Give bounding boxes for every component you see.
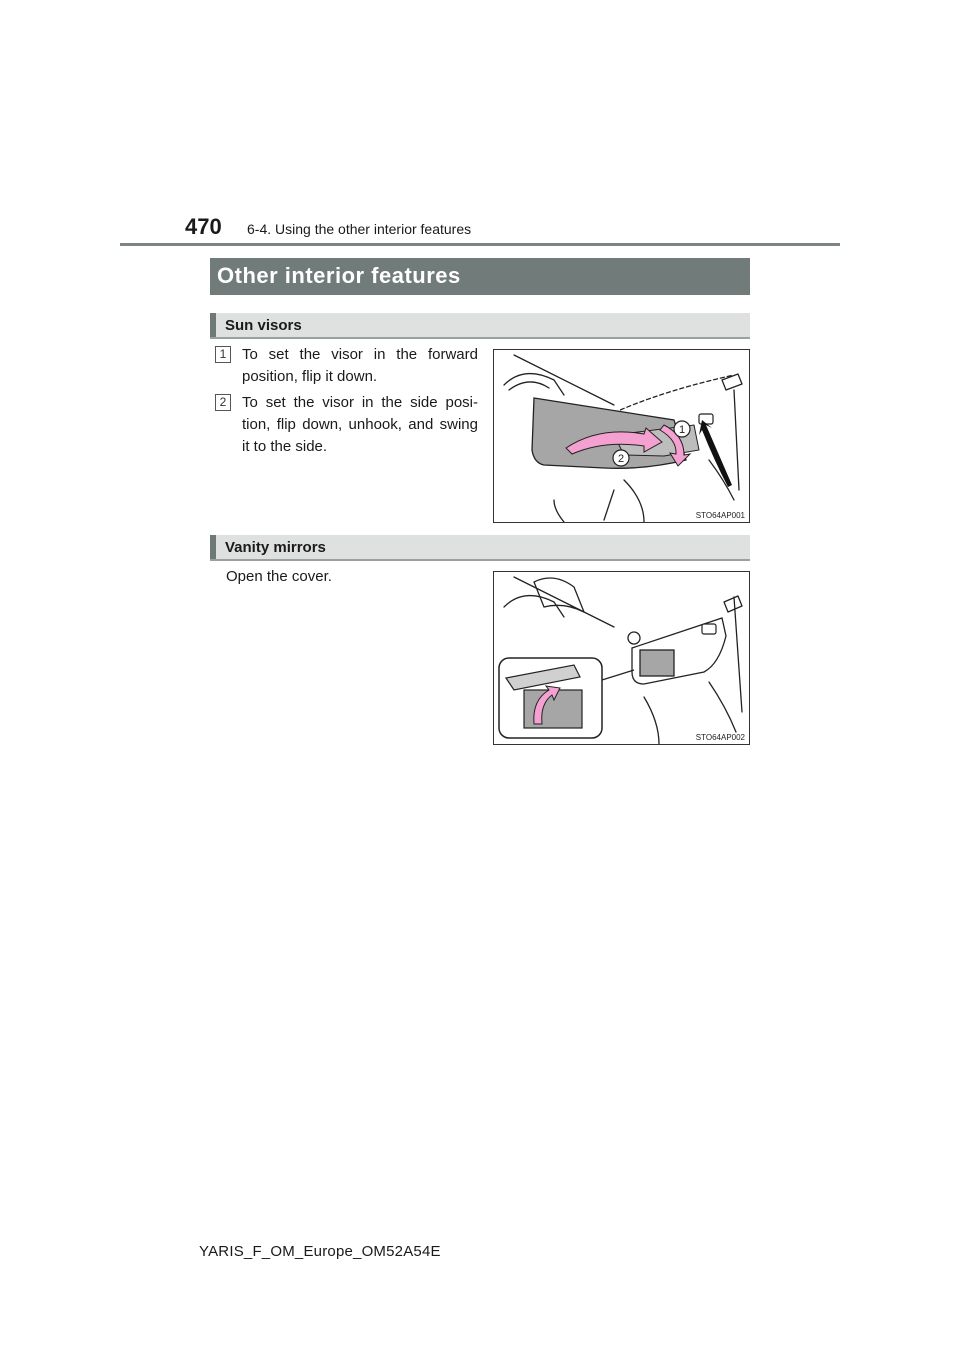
- vanity-mirrors-heading-label: Vanity mirrors: [225, 539, 326, 556]
- footer-doc-id: YARIS_F_OM_Europe_OM52A54E: [199, 1243, 441, 1260]
- vanity-mirrors-text: Open the cover.: [226, 568, 332, 585]
- vanity-mirror-illustration: [494, 572, 750, 745]
- vanity-mirrors-heading: [210, 535, 750, 561]
- heading-marker: [210, 535, 216, 559]
- step-number-1: 1: [215, 346, 231, 363]
- step-number-2: 2: [215, 394, 231, 411]
- sun-visors-heading-label: Sun visors: [225, 317, 302, 334]
- page-title: Other interior features: [210, 258, 750, 295]
- heading-marker: [210, 313, 216, 337]
- sun-visor-illustration: [494, 350, 750, 523]
- callout-2: 2: [617, 453, 625, 465]
- figure-code-2: STO64AP002: [695, 733, 745, 742]
- step-text-1: To set the visor in the forward position, flip it down.: [242, 346, 478, 385]
- callout-1: 1: [678, 424, 686, 436]
- header-rule: [120, 243, 840, 246]
- step-text-2: To set the visor in the side posi-tion, flip down, unhook, and swing it to the side.: [242, 394, 478, 455]
- figure-code-1: STO64AP001: [695, 511, 745, 520]
- sun-visor-figure: [493, 349, 750, 523]
- sun-visors-heading: [210, 313, 750, 339]
- page-number: 470: [185, 214, 222, 239]
- vanity-mirror-figure: [493, 571, 750, 745]
- section-path: 6-4. Using the other interior features: [247, 221, 472, 237]
